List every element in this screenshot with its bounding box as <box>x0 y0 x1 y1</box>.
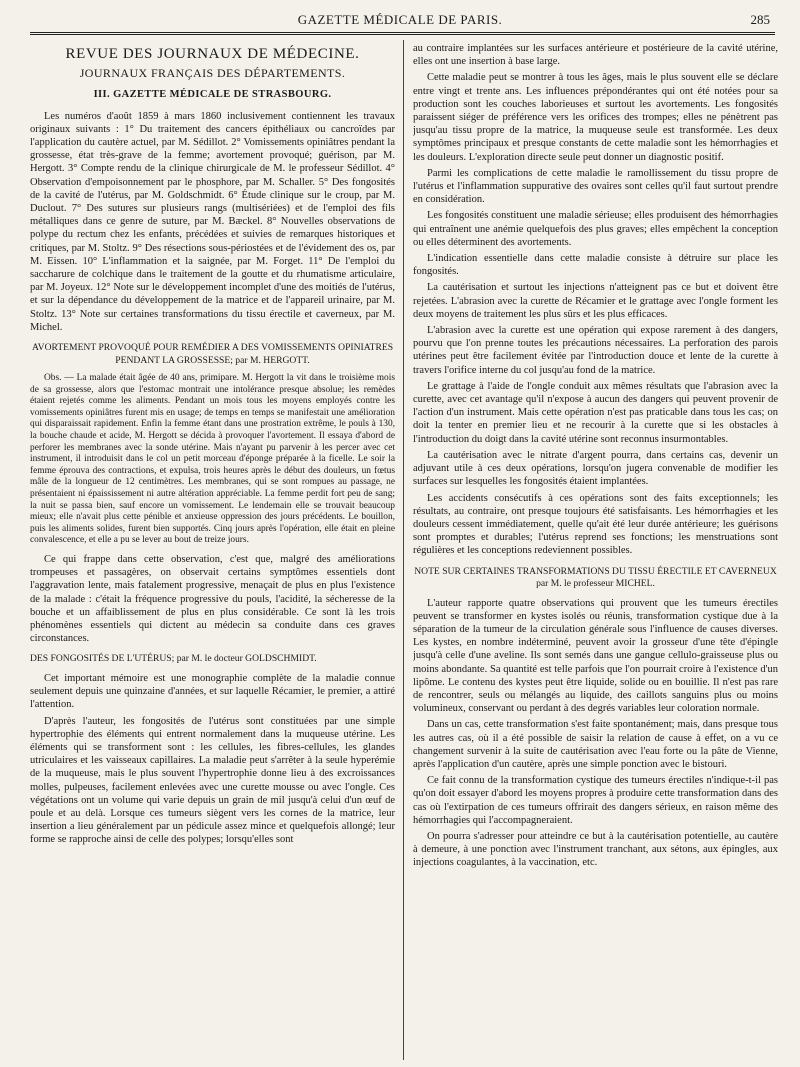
body-paragraph: au contraire implantées sur les surfaces antérieure et postérieure de la cavité utérine, elles ont une insertion à base large. <box>413 43 778 68</box>
column-divider <box>403 40 404 1060</box>
body-paragraph: L'abrasion avec la curette est une opération qui expose rarement à des dangers, pourvu que l'on prenne toutes les précautions nécessaires. La perforation des parois utérines peut être facilement évitée par l'introduction douce et lente de la curette à travers l'orifice interne du col jusqu'au fond de la matrice. <box>413 325 778 376</box>
section-heading-journal: III. GAZETTE MÉDICALE DE STRASBOURG. <box>93 89 332 101</box>
body-paragraph: Parmi les complications de cette maladie le ramollissement du tissu propre de l'utérus et l'inflammation suppurative des ovaires sont celles qu'il faut surtout prendre en considération. <box>413 167 778 206</box>
body-paragraph: Cet important mémoire est une monographie complète de la maladie connue seulement depuis une quinzaine d'années, et sur laquelle Récamier, le premier, a attiré l'attention. <box>30 672 395 711</box>
section-heading-sub: JOURNAUX FRANÇAIS DES DÉPARTEMENTS. <box>79 66 346 81</box>
body-paragraph: L'auteur rapporte quatre observations qui prouvent que les tumeurs érectiles peuvent se transformer en kystes isolés ou réunis, transformation cystique due à la séparation de la tumeur de la circulation générale sous l'influence de causes diverses. Les kystes, en nombre indéterminé, peuvent avoir la grosseur d'une tête d'épingle jusqu'à celle d'une aveline. Ils sont semés dans une gangue cellulo-graisseuse plus ou moins abondante. Sa quantité est telle parfois que l'on pourrait croire à l'existence d'un lipôme. Le contenu des kystes peut être liquide, solide ou en bouillie. Il n'est pas rare de rencontrer, seuls ou mélangés au liquide, des caillots sanguins plus ou moins volumineux, conservant ou perdant à des degrés variables leur coloration normale. <box>413 597 778 715</box>
body-paragraph: Dans un cas, cette transformation s'est faite spontanément; mais, dans presque tous les autres cas, où il a été possible de saisir la relation de cause à effet, on a vu ce changement survenir à la suite de cautérisation avec l'eau forte ou la pâte de Vienne, après l'application d'un cautère, après une simple ponction avec le bistouri. <box>413 719 778 770</box>
body-paragraph: L'indication essentielle dans cette maladie consiste à détruire sur place les fongosités. <box>413 253 778 278</box>
left-column <box>30 42 395 1057</box>
body-paragraph: On pourra s'adresser pour atteindre ce but à la cautérisation potentielle, au cautère à demeure, à une ponction avec l'instrument tranchant, aux sétons, aux épingles, aux injections coagulantes, à la vaccination, etc. <box>413 830 778 869</box>
header-rule <box>30 32 775 35</box>
commentary-paragraph: Ce qui frappe dans cette observation, c'est que, malgré des améliorations trompeuses et passagères, on observait certains symptômes essentiels dont l'aggravation lente, mais fatalement progressive, menaçait de plus en plus l'existence de la malade : c'était la fréquence progressive du pouls, l'acidité, la sécheresse de la bouche et un affaiblissement de plus en plus considérable. Ce sont là les trois phénomènes essentiels qui dictent au médecin sa conduite dans ces graves circonstances. <box>30 553 395 645</box>
observation-paragraph: Obs. — La malade était âgée de 40 ans, primipare. M. Hergott la vit dans le troisième mois de sa grossesse, alors que l'estomac montrait une intolérance presque absolue; les remèdes étaient rejetés comme les aliments. Pendant un mois tous les moyens employés contre les vomissements opiniâtres furent mis en usage; de temps en temps se manifestait une amélioration qui disparaissait rapidement. Enfin la femme étant dans une prostration extrême, le pouls à 130, la bouche chaude et acide, M. Hergott se décida à provoquer l'avortement. Il essaya d'abord de perforer les membranes avec la sonde utérine. Mais n'ayant pu parvenir à les percer avec cet instrument, il introduisit dans le col un petit morceau d'éponge préparée à la ficelle. Le soir la femme éprouva des contractions, et expulsa, trois heures après le début des douleurs, un fœtus mâle de la longueur de 12 centimètres. Les membranes, qui se sont rompues au passage, ne présentaient ni épaississement ni autre altération appréciable. La femme perdit fort peu de sang; la nuit se passa bien, sauf encore un vomissement. Le lendemain elle se trouvait beaucoup mieux; elle n'avait plus cette pénible et anxieuse oppression des jours précédents. Le bouillon, puis les aliments solides, furent bien supportés. Cinq jours après l'opération, elle était en pleine convalescence, et elle a pu se lever au bout de treize jours. <box>30 373 395 546</box>
journal-title: GAZETTE MÉDICALE DE PARIS. <box>297 12 503 27</box>
article-title-hergott: AVORTEMENT PROVOQUÉ POUR REMÉDIER A DES VOMISSEMENTS OPINIATRES PENDANT LA GROSSESSE; par M. HERGOTT. <box>31 342 394 366</box>
body-paragraph: La cautérisation et surtout les injections n'atteignent pas ce but et doivent être rejetées. L'abrasion avec la curette de Récamier et le grattage avec l'ongle forment les deux moyens de traitement les plus sûrs et les plus efficaces. <box>413 282 778 320</box>
body-paragraph: Cette maladie peut se montrer à tous les âges, mais le plus souvent elle se déclare entre vingt et trente ans. Les influences prépondérantes qui ont été notées pour sa production sont les couches laborieuses et surtout les avortements. Les fongosités paraissent siéger de préférence vers les orifices des trompes; elles ne pénètrent pas jusqu'au tissu propre de la matrice, la muqueuse seule est transformée. Les deux symptômes principaux et presque constants de cette maladie sont les hémorrhagies et les douleurs. L'exploration directe seule peut donner un diagnostic positif. <box>413 72 778 163</box>
section-heading-main: REVUE DES JOURNAUX DE MÉDECINE. <box>65 46 360 62</box>
body-paragraph: Le grattage à l'aide de l'ongle conduit aux mêmes résultats que l'abrasion avec la curette, avec cet avantage qu'il n'expose à aucun des dangers qui peuvent provenir de l'action d'un instrument. Mais cette opération n'est pas praticable dans tous les cas; on doit la tenter en premier lieu et ne recourir à la curette que si les obstacles à l'introduction du doigt dans la cavité utérine sont reconnus insurmontables. <box>413 380 778 445</box>
article-title-michel: NOTE SUR CERTAINES TRANSFORMATIONS DU TISSU ÉRECTILE ET CAVERNEUX par M. le professeur MICHEL. <box>414 565 777 590</box>
body-paragraph: La cautérisation avec le nitrate d'argent pourra, dans certains cas, devenir un adjuvant utile à ces deux opérations, lorsqu'on jugera convenable de modifier les surfaces sur lesquelles les fongosités étaient implantées. <box>413 449 778 488</box>
intro-paragraph: Les numéros d'août 1859 à mars 1860 inclusivement contiennent les travaux originaux suivants : 1° Du traitement des cancers épithéliaux ou cancroïdes par l'application du cautère actuel, par M. Sédillot. 2° Vomissements opiniâtres pendant la grossesse, état très-grave de la femme; avortement provoqué; guérison, par M. Hergott. 3° Compte rendu de la clinique chirurgicale de M. le professeur Sédillot. 4° Observation d'empoisonnement par le phosphore, par M. Schaller. 5° Des fongosités de la cavité de l'utérus, par M. Goldschmidt. 6° Étude clinique sur le croup, par M. Duclout. 7° Des sutures sur plusieurs rangs (multisériées) et de l'emploi des fils métalliques dans ce genre de suture, par M. Bæckel. 8° Nouvelles observations de polype du rectum chez les enfants, précédées et suivies de remarques historiques et critiques, par M. Stoltz. 9° Des résections sous-périostées et de l'évidement des os, par M. Eissen. 10° L'inflammation et la saignée, par M. Forget. 11° De l'emploi du saccharure de colchique dans le traitement de la goutte et du rhumatisme articulaire, par M. Joyeux. 12° Note sur le développement incomplet d'une des moitiés de l'utérus, et sur la dépendance du développement de la matrice et de l'appareil urinaire, par M. Stoltz. 13° Note sur certaines transformations du tissu érectile et caverneux, par M. Michel. <box>30 110 395 333</box>
body-paragraph: D'après l'auteur, les fongosités de l'utérus sont constituées par une simple hypertrophie des éléments qui entrent normalement dans la muqueuse utérine. Les éléments qui se transforment sont : les cellules, les fibres-cellules, les glandes utriculaires et les vaisseaux capillaires. La maladie peut s'arrêter à la seule hyperémie de la muqueuse, mais le plus souvent l'hypertrophie donne lieu à des excroissances molles, pulpeuses, facilement enlevées avec une curette mousse ou avec l'ongle. Ces végétations ont un volume qui varie depuis un grain de mil jusqu'à celui d'un œuf de poule et au delà. Lorsque ces tumeurs siègent vers les cornes de la matrice, leur insertion a lieu généralement par un pédicule assez mince et quelquefois allongé; leur forme se rapproche ainsi de celle des polypes; lorsqu'elles sont <box>30 715 395 846</box>
body-paragraph: Ce fait connu de la transformation cystique des tumeurs érectiles n'indique-t-il pas qu'on doit essayer d'abord les moyens propres à produire cette transformation dans des cas où l'extirpation de ces tumeurs offrirait des dangers sérieux, en raison même des hémorrhagies qui l'accompagneraient. <box>413 775 778 826</box>
right-column <box>413 42 778 1057</box>
page-number: 285 <box>750 12 770 27</box>
running-header <box>30 12 770 34</box>
body-paragraph: Les accidents consécutifs à ces opérations sont des faits exceptionnels; les résultats, au contraire, ont presque toujours été satisfaisants. Les hémorrhagies et les douleurs cessent immédiatement, quelle qu'ait été leur durée antérieure; les guérisons sont promptes et durables; l'utérus reprend ses fonctions; les menstruations sont régulières et les conceptions redeviennent possibles. <box>413 492 778 557</box>
article-title-goldschmidt: DES FONGOSITÉS DE L'UTÉRUS; par M. le docteur GOLDSCHMIDT. <box>30 653 317 665</box>
body-paragraph: Les fongosités constituent une maladie sérieuse; elles produisent des hémorrhagies qui entraînent une anémie quelquefois des plus graves; elles empêchent la conception ou elles déterminent des avortements. <box>413 210 778 248</box>
